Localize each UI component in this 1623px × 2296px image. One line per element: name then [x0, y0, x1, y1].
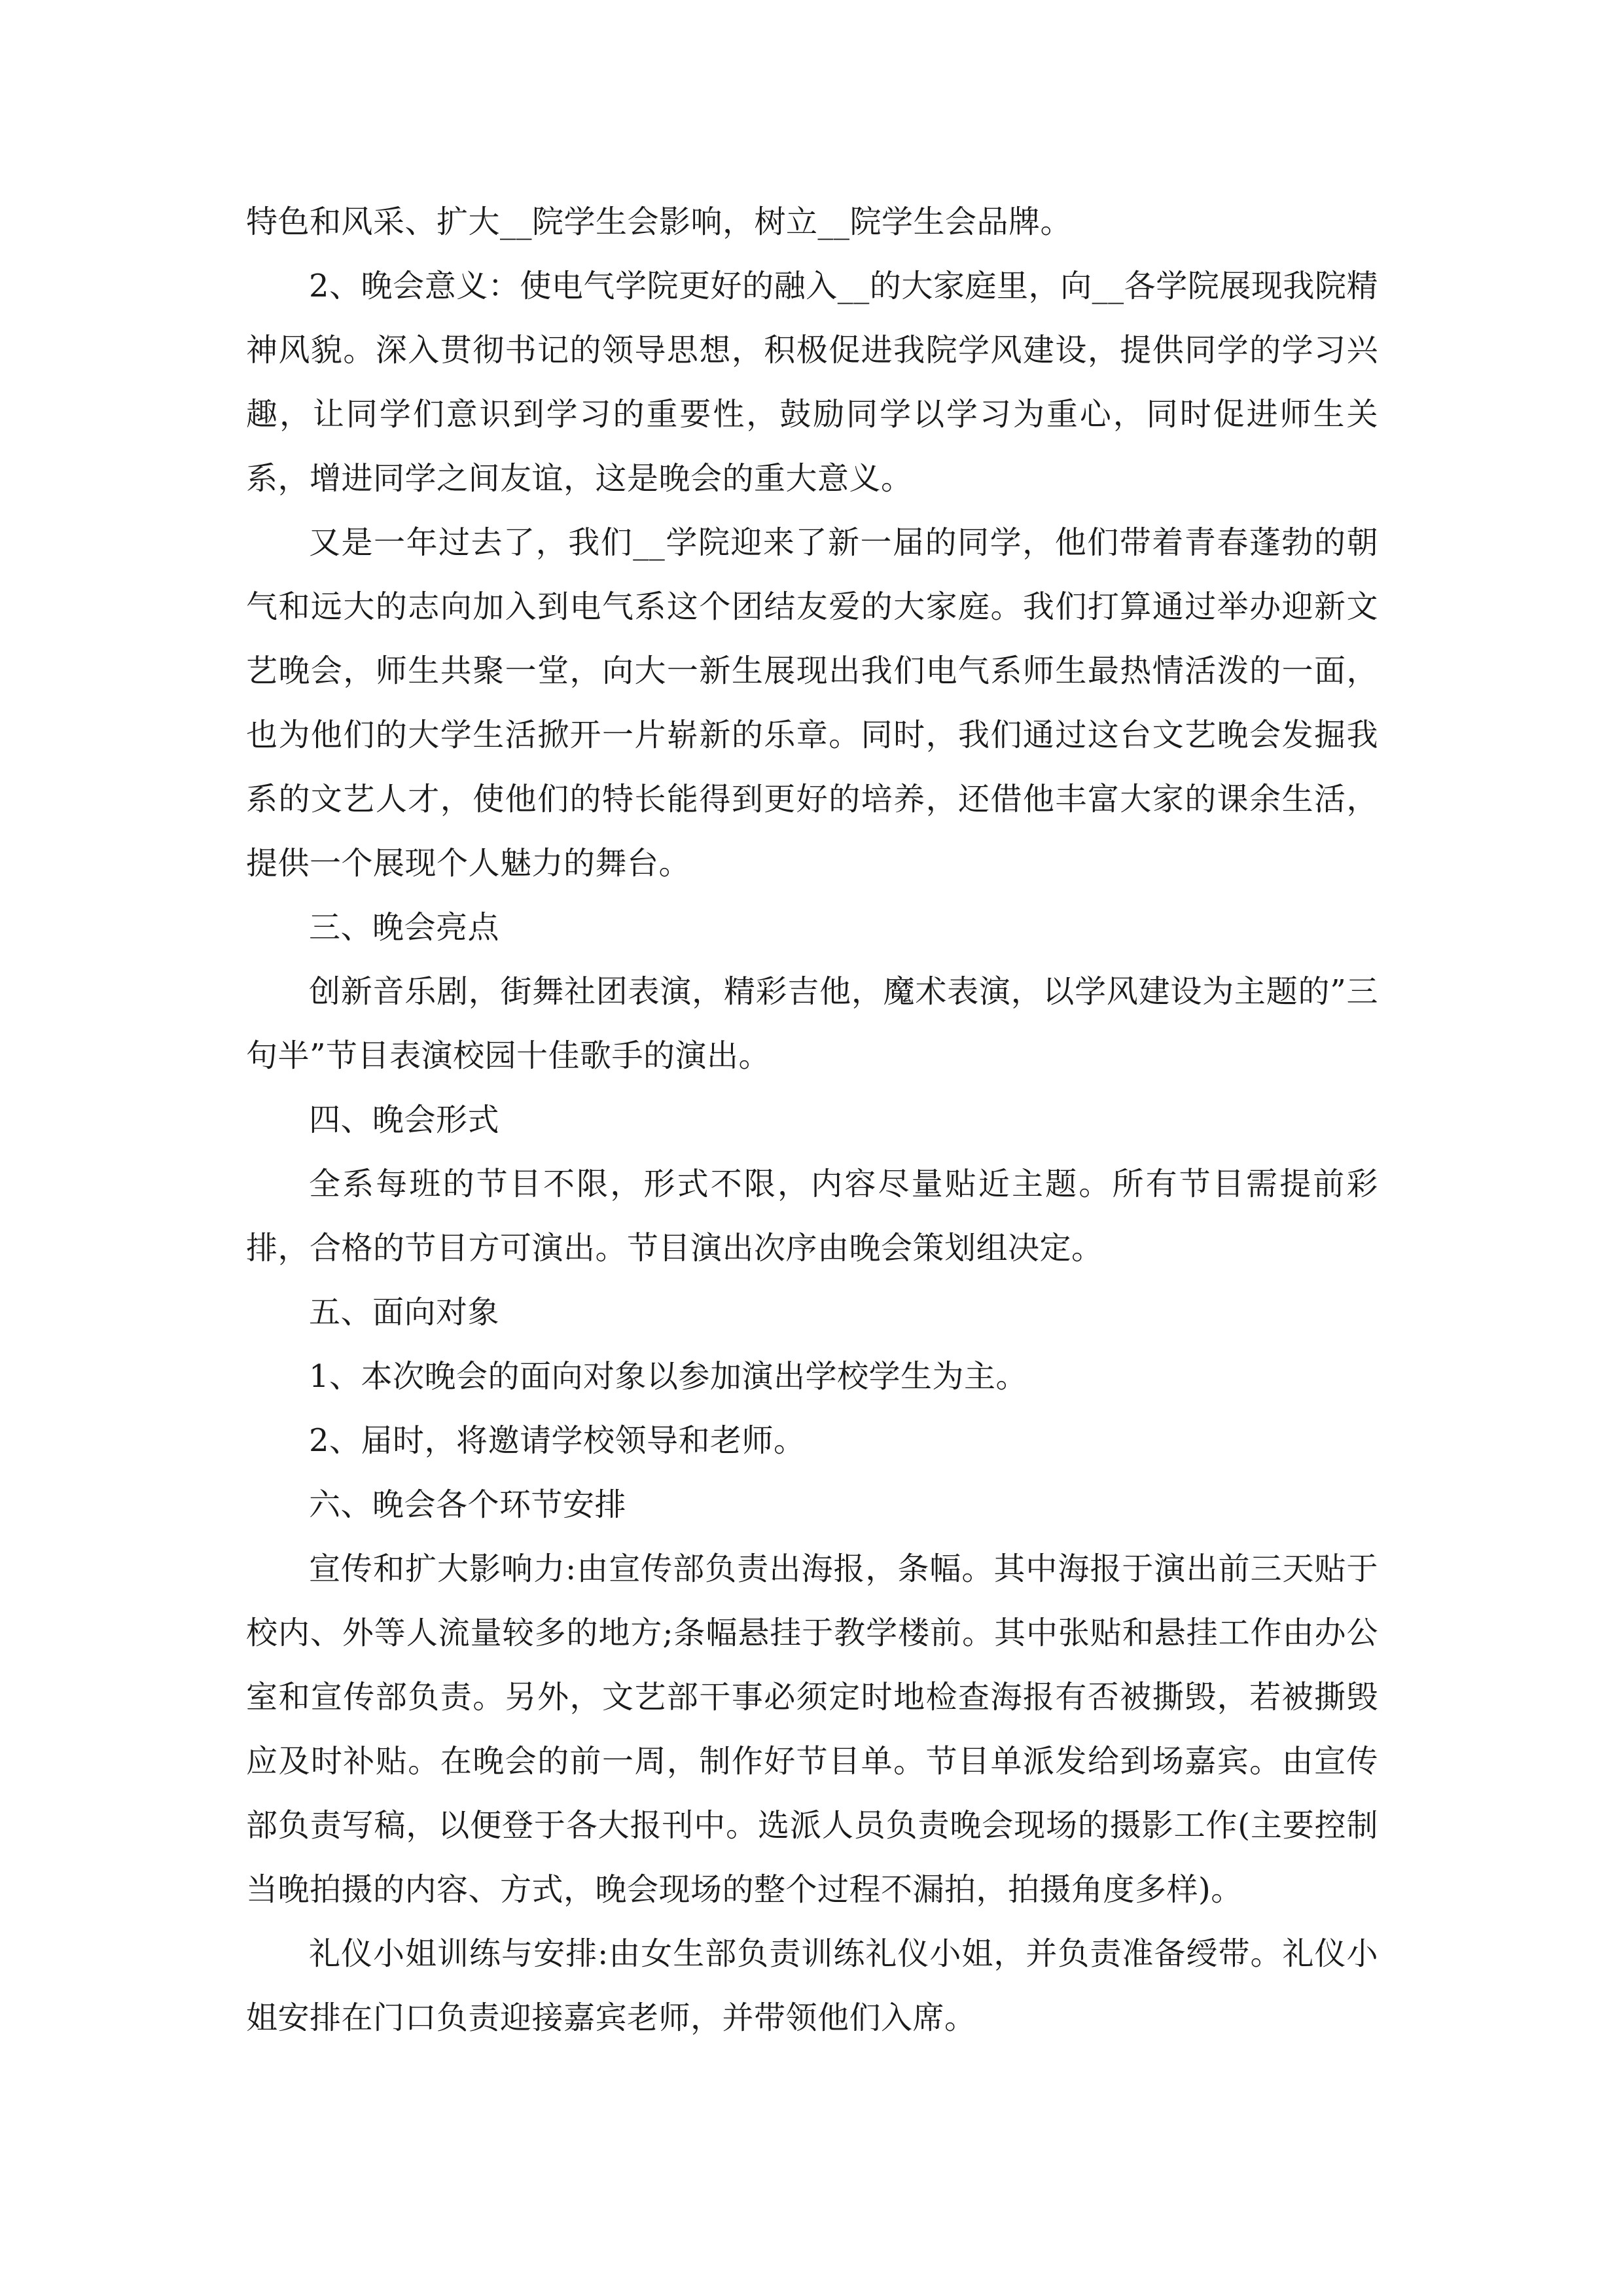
paragraph-continuation: 特色和风采、扩大__院学生会影响，树立__院学生会品牌。: [246, 204, 1073, 240]
paragraph-format: 全系每班的节目不限，形式不限，内容尽量贴近主题。所有节目需提前彩排，合格的节目方可演出。节目演出次序由晚会策划组决定。: [246, 1166, 1378, 1266]
document-body: [246, 190, 1378, 2050]
paragraph-etiquette: 礼仪小姐训练与安排:由女生部负责训练礼仪小姐，并负责准备绶带。礼仪小姐安排在门口负责迎接嘉宾老师，并带领他们入席。: [246, 1935, 1378, 2036]
paragraph-significance: 2、晚会意义：使电气学院更好的融入__的大家庭里，向__各学院展现我院精神风貌。深入贯彻书记的领导思想，积极促进我院学风建设，提供同学的学习兴趣，让同学们意识到学习的重要性，鼓励同学以学习为重心，同时促进师生关系，增进同学之间友谊，这是晚会的重大意义。: [246, 268, 1378, 497]
section-heading-audience: 五、面向对象: [309, 1294, 500, 1331]
paragraph-publicity: 宣传和扩大影响力:由宣传部负责出海报，条幅。其中海报于演出前三天贴于校内、外等人流量较多的地方;条幅悬挂于教学楼前。其中张贴和悬挂工作由办公室和宣传部负责。另外，文艺部干事必须定时地检查海报有否被撕毁，若被撕毁应及时补贴。在晚会的前一周，制作好节目单。节目单派发给到场嘉宾。由宣传部负责写稿，以便登于各大报刊中。选派人员负责晚会现场的摄影工作(主要控制当晚拍摄的内容、方式，晚会现场的整个过程不漏拍，拍摄角度多样)。: [246, 1551, 1378, 1908]
section-heading-arrangements: 六、晚会各个环节安排: [309, 1486, 627, 1523]
section-heading-format: 四、晚会形式: [309, 1102, 500, 1138]
paragraph-audience-1: 1、本次晚会的面向对象以参加演出学校学生为主。: [309, 1358, 1028, 1395]
section-heading-highlights: 三、晚会亮点: [309, 909, 500, 946]
paragraph-highlights: 创新音乐剧，街舞社团表演，精彩吉他，魔术表演，以学风建设为主题的”三句半”节目表演校园十佳歌手的演出。: [246, 973, 1378, 1074]
paragraph-audience-2: 2、届时，将邀请学校领导和老师。: [309, 1422, 806, 1459]
paragraph-background: 又是一年过去了，我们__学院迎来了新一届的同学，他们带着青春蓬勃的朝气和远大的志向加入到电气系这个团结友爱的大家庭。我们打算通过举办迎新文艺晚会，师生共聚一堂，向大一新生展现出我们电气系师生最热情活泼的一面，也为他们的大学生活掀开一片崭新的乐章。同时，我们通过这台文艺晚会发掘我系的文艺人才，使他们的特长能得到更好的培养，还借他丰富大家的课余生活，提供一个展现个人魅力的舞台。: [246, 524, 1378, 882]
